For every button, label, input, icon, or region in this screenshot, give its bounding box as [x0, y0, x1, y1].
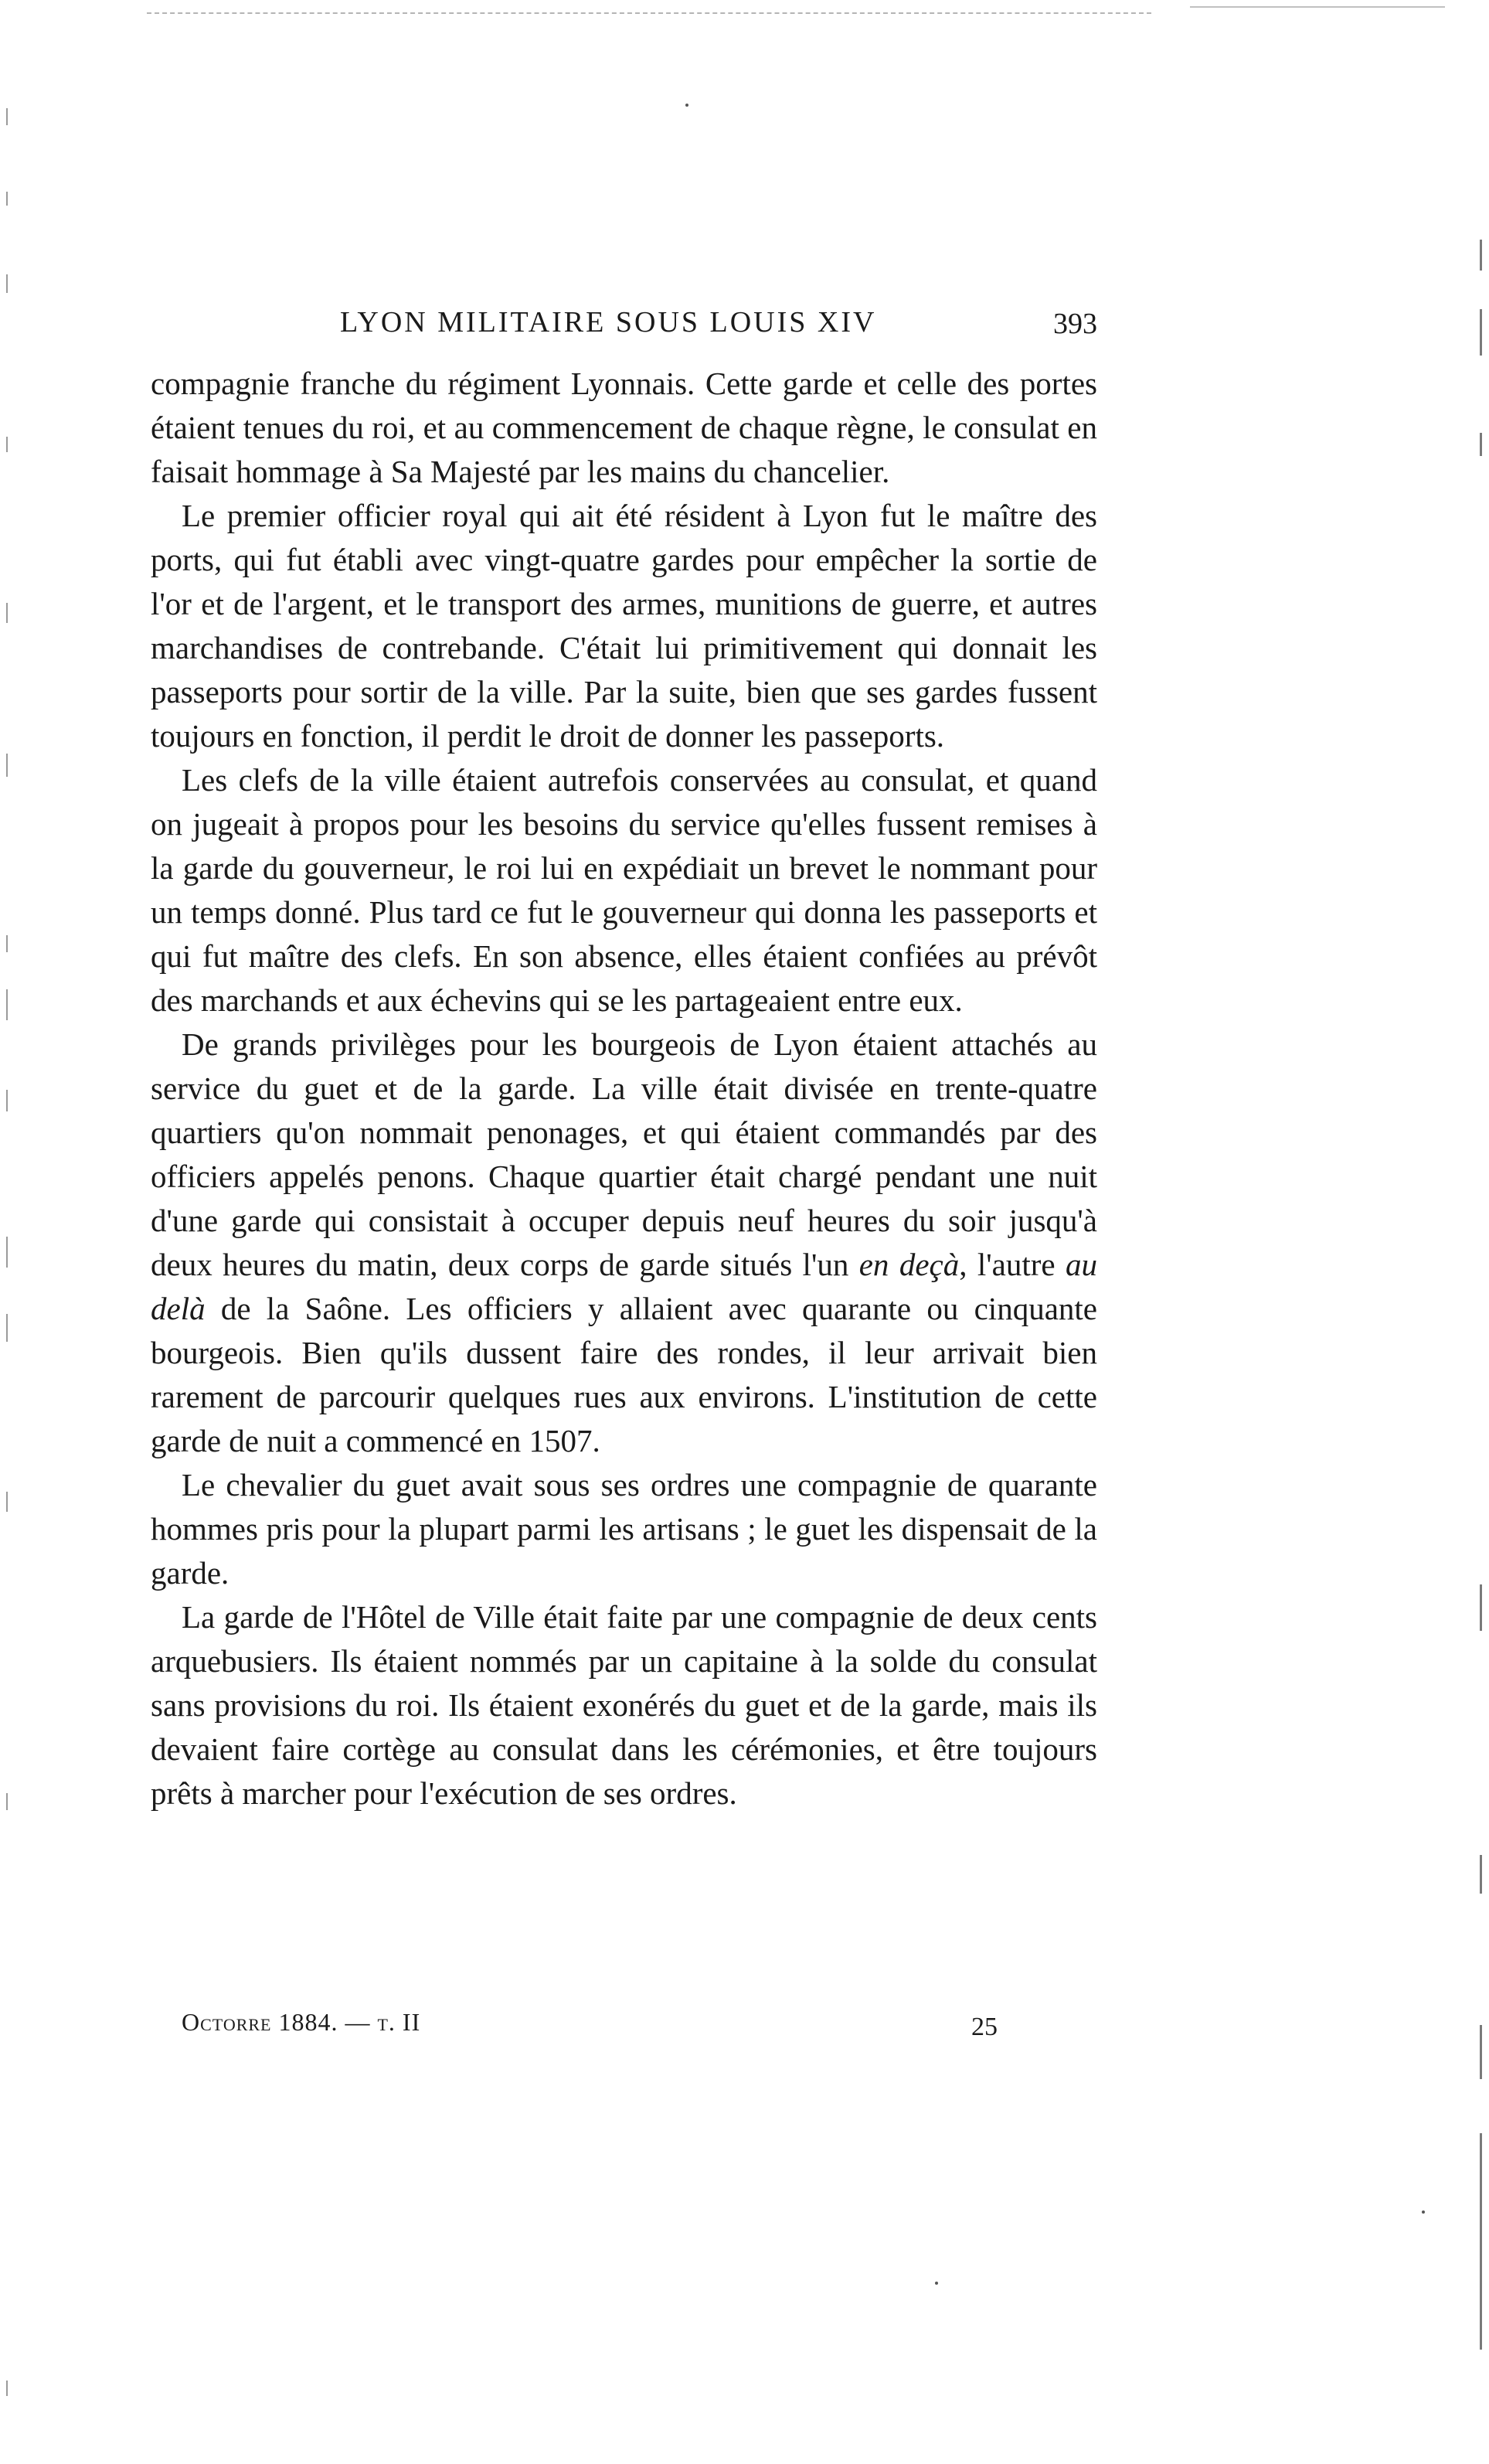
printer-signature: Octorre 1884. — t. II — [182, 2008, 421, 2036]
page-number: 393 — [1053, 308, 1097, 340]
paragraph-6: La garde de l'Hôtel de Ville était faite par une compagnie de deux cents arquebusiers. Ils étaient nommés par un capitaine à la solde du consulat sans provisions du roi. Ils étaient exonérés du guet et de la garde, mais ils devaient faire cortège au consulat dans les cérémonies, et être toujours prêts à marcher pour l'exécution de ses ordres. — [151, 1599, 1097, 1811]
signature-mark: 25 — [971, 2013, 998, 2041]
paragraph-3: Les clefs de la ville étaient autrefois conservées au consulat, et quand on jugeait à propos pour les besoins du service qu'elles fussent remises à la garde du gouverneur, le roi lui en expédiait un brevet le nommant pour un temps donné. Plus tard ce fut le gouverneur qui donna les passeports et qui fut maître des clefs. En son absence, elles étaient confiées au prévôt des marchands et aux échevins qui se les partageaient entre eux. — [151, 762, 1097, 1018]
paragraph-2: Le premier officier royal qui ait été résident à Lyon fut le maître des ports, qui fut établi avec vingt-quatre gardes pour empêcher la sortie de l'or et de l'argent, et le transport des armes, munitions de guerre, et autres marchandises de contrebande. C'était lui primitivement qui donnait les passeports pour sortir de la ville. Par la suite, bien que ses gardes fussent toujours en fonction, il perdit le droit de donner les passeports. — [151, 498, 1097, 754]
paragraph-4 — [151, 1023, 1097, 1463]
paragraph-1: compagnie franche du régiment Lyonnais. Cette garde et celle des portes étaient tenues du roi, et au commencement de chaque règne, le consulat en faisait hommage à Sa Majesté par les mains du chancelier. — [151, 366, 1097, 489]
stray-dot — [1422, 2210, 1425, 2214]
page-header — [151, 305, 1097, 352]
top-edge-rule — [147, 12, 1151, 14]
body-text — [151, 362, 1097, 1816]
paragraph-4-part-1: De grands privilèges pour les bourgeois de Lyon étaient attachés au service du guet et de la garde. La ville était divisée en trente-quatre quartiers qu'on nommait penonages, et qui étaient commandés par des officiers appelés penons. Chaque quartier était chargé pendant une nuit d'une garde qui consistait à occuper depuis neuf heures du soir jusqu'à deux heures du matin, deux corps de garde situés l'un — [151, 1026, 1097, 1282]
top-edge-rule-right — [1190, 6, 1445, 8]
right-margin-scan-marks — [1480, 0, 1483, 2464]
running-title: LYON MILITAIRE SOUS LOUIS XIV — [340, 306, 877, 339]
paragraph-4-part-2: , l'autre — [959, 1247, 1066, 1282]
page-footer — [151, 2008, 1097, 2047]
stray-dot — [935, 2282, 938, 2285]
left-margin-scan-marks — [6, 0, 9, 2464]
paragraph-5: Le chevalier du guet avait sous ses ordres une compagnie de quarante hommes pris pour la plupart parmi les artisans ; le guet les dispensait de la garde. — [151, 1467, 1097, 1591]
paragraph-4-part-3: de la Saône. Les officiers y allaient avec quarante ou cinquante bourgeois. Bien qu'ils dussent faire des rondes, il leur arrivait bien rarement de parcourir quelques rues aux environs. L'institution de cette garde de nuit a commencé en 1507. — [151, 1291, 1097, 1458]
stray-dot — [685, 104, 688, 107]
italic-au-dela: au delà — [151, 1247, 1098, 1326]
italic-en-deca: en deçà — [858, 1247, 960, 1282]
